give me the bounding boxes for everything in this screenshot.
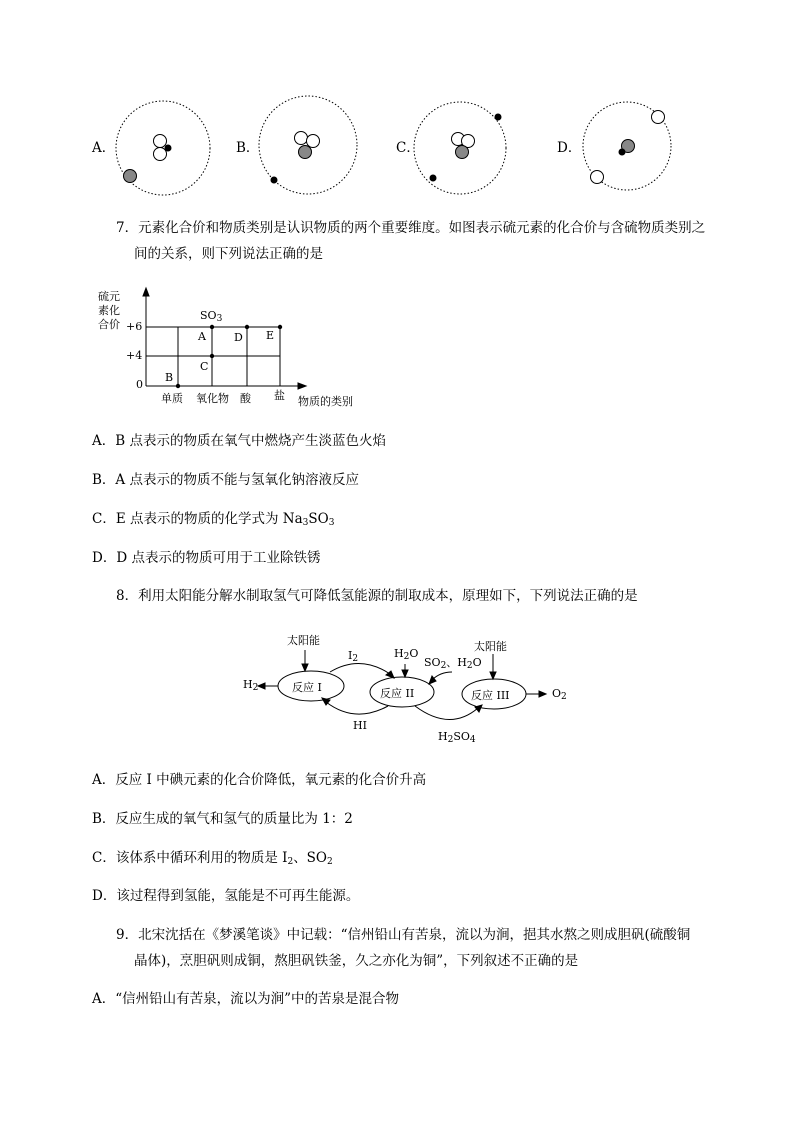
chart-ytick-plus4: +4 <box>126 349 143 362</box>
diagram-sun-left: 太阳能 <box>287 634 320 647</box>
diagram-hi: HI <box>353 719 367 732</box>
chart-xlabel: 物质的类别 <box>298 395 353 408</box>
chart-xtick-oxide: 氧化物 <box>196 392 229 405</box>
diagram-h2: $H_2$ <box>243 678 259 693</box>
diagram-h2o: $H_2O$ <box>394 647 419 662</box>
diagram-sun-right: 太阳能 <box>474 640 507 653</box>
chart-xtick-salt: 盐 <box>274 389 285 402</box>
q7-option-c: C．E 点表示的物质的化学式为 $Na_3SO_3$ <box>92 511 335 528</box>
chart-ylabel-1: 硫元 <box>98 290 120 303</box>
chart-point-a: A <box>198 330 206 343</box>
atom-diagrams <box>0 0 794 200</box>
q7-option-b: B．A 点表示的物质不能与氢氧化钠溶液反应 <box>92 472 359 488</box>
q7-option-d: D．D 点表示的物质可用于工业除铁锈 <box>92 550 321 566</box>
chart-ylabel-2: 素化 <box>98 304 120 317</box>
chart-axes <box>140 288 440 418</box>
q9-option-a: A．“信州铅山有苦泉，流以为涧”中的苦泉是混合物 <box>92 991 400 1007</box>
q8-option-b: B．反应生成的氧气和氢气的质量比为 1：2 <box>92 811 353 827</box>
chart-point-e: E <box>266 329 275 342</box>
diagram-i2: $I_2$ <box>348 649 359 664</box>
atom-option-b-label: B． <box>236 140 260 156</box>
chart-ytick-zero: 0 <box>136 378 143 391</box>
chart-xtick-acid: 酸 <box>240 392 251 405</box>
chart-point-c: C <box>200 360 209 373</box>
q8-stem: 8．利用太阳能分解水制取氢气可降低氢能源的制取成本，原理如下，下列说法正确的是 <box>116 588 638 604</box>
chart-ytick-plus6: +6 <box>126 320 143 333</box>
chart-point-so3: $SO_3$ <box>200 309 223 324</box>
diagram-reaction-3: 反应 III <box>471 689 510 702</box>
atom-option-d-label: D． <box>557 140 582 156</box>
q8-option-a: A．反应 I 中碘元素的化合价降低，氧元素的化合价升高 <box>92 772 427 788</box>
chart-point-b: B <box>165 371 174 384</box>
q7-stem-line2: 间的关系，则下列说法正确的是 <box>134 246 323 262</box>
q8-option-c: C．该体系中循环利用的物质是 $I_2$、$SO_2$ <box>92 850 333 867</box>
atom-option-a-label: A． <box>92 140 116 156</box>
chart-xtick-element: 单质 <box>161 392 183 405</box>
diagram-h2so4: $H_2SO_4$ <box>438 730 476 745</box>
diagram-so2-h2o: $SO_2$、$H_2O$ <box>424 656 482 671</box>
q7-stem-line1: 7．元素化合价和物质类别是认识物质的两个重要维度。如图表示硫元素的化合价与含硫物质类别之 <box>116 220 706 236</box>
diagram-reaction-1: 反应 I <box>292 681 322 694</box>
q9-stem-line2: 晶体)，烹胆矾则成铜，熬胆矾铁釜，久之亦化为铜”，下列叙述不正确的是 <box>134 953 579 969</box>
q9-stem-line1: 9．北宋沈括在《梦溪笔谈》中记载：“信州铅山有苦泉，流以为涧，挹其水熬之则成胆矾(硫酸铜 <box>116 927 691 943</box>
atom-d <box>583 102 671 190</box>
diagram-reaction-2: 反应 II <box>380 687 415 700</box>
chart-ylabel-3: 合价 <box>98 318 120 331</box>
q8-option-d: D．该过程得到氢能，氢能是不可再生能源。 <box>92 888 360 904</box>
atom-b <box>259 96 357 194</box>
atom-a <box>116 101 210 195</box>
atom-option-c-label: C． <box>396 140 420 156</box>
q7-option-a: A．B 点表示的物质在氧气中燃烧产生淡蓝色火焰 <box>92 433 386 449</box>
diagram-o2: $O_2$ <box>552 687 567 702</box>
atom-c <box>414 102 506 194</box>
chart-point-d: D <box>234 331 243 344</box>
